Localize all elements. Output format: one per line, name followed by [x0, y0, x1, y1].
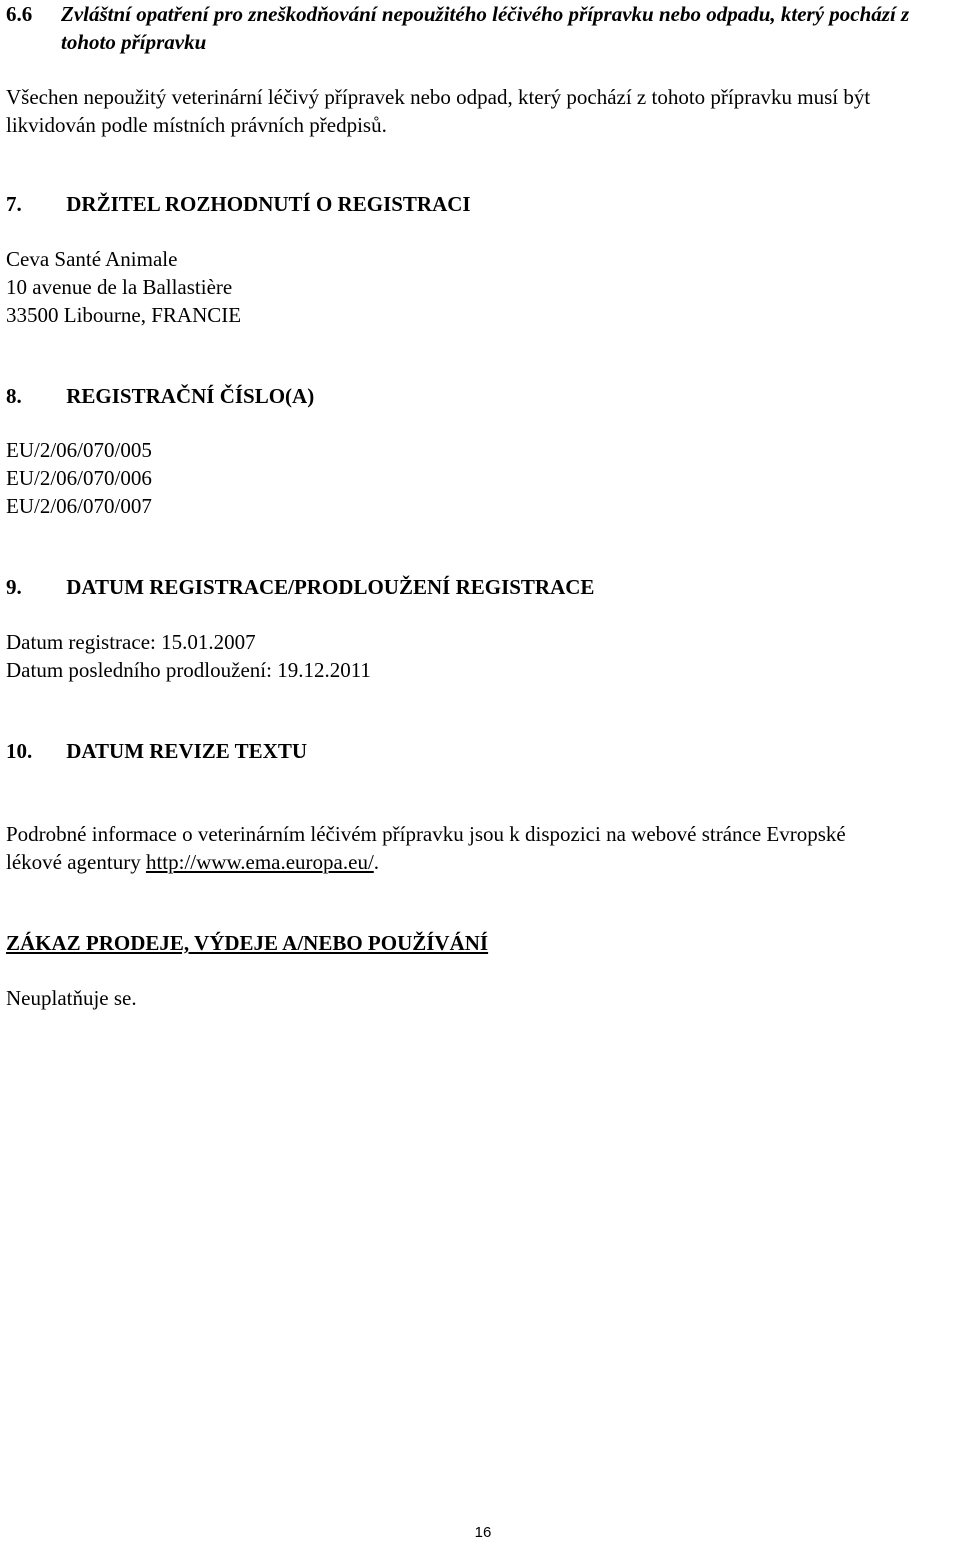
section-number: 6.6 [6, 2, 33, 26]
section-10-heading [6, 737, 956, 765]
section-title: REGISTRAČNÍ ČÍSLO(A) [66, 384, 315, 408]
registration-number: EU/2/06/070/005 [6, 438, 152, 462]
paragraph-text: . [373, 850, 380, 874]
section-title: DATUM REGISTRACE/PRODLOUŽENÍ REGISTRACE [66, 575, 595, 599]
page-number: 16 [474, 1524, 492, 1541]
ema-website-link[interactable]: http://www.ema.europa.eu/ [145, 850, 374, 874]
holder-address [6, 245, 956, 329]
paragraph-line: Všechen nepoužitý veterinární léčivý přípravek nebo odpad, který pochází z tohoto přípravku musí být [6, 85, 871, 109]
paragraph-line: Podrobné informace o veterinárním léčivém přípravku jsou k dispozici na webové stránce Evropské [6, 822, 846, 846]
renewal-date: Datum posledního prodloužení: 19.12.2011 [6, 658, 371, 682]
section-6-6-text [6, 83, 956, 139]
section-9-heading [6, 573, 956, 601]
prohibition-text: Neuplatňuje se. [6, 986, 137, 1010]
section-title: Zvláštní opatření pro zneškodňování nepoužitého léčivého přípravku nebo odpadu, který pochází z tohoto přípravku [61, 2, 910, 54]
registration-number: EU/2/06/070/006 [6, 466, 152, 490]
paragraph-line [6, 848, 956, 876]
address-line: 33500 Libourne, FRANCIE [6, 303, 242, 327]
section-number: 7. [6, 192, 22, 216]
registration-number: EU/2/06/070/007 [6, 494, 152, 518]
section-number: 10. [6, 739, 33, 763]
registration-date: Datum registrace: 15.01.2007 [6, 630, 256, 654]
section-6-6-heading [6, 0, 956, 56]
address-line: 10 avenue de la Ballastière [6, 275, 233, 299]
section-8-heading [6, 382, 956, 410]
section-title: DATUM REVIZE TEXTU [66, 739, 308, 763]
section-title: DRŽITEL ROZHODNUTÍ O REGISTRACI [66, 192, 471, 216]
section-7-heading [6, 190, 956, 218]
prohibition-heading: ZÁKAZ PRODEJE, VÝDEJE A/NEBO POUŽÍVÁNÍ [6, 931, 489, 955]
section-number: 9. [6, 575, 22, 599]
paragraph-text: lékové agentury [6, 850, 146, 874]
section-10-text [6, 820, 956, 876]
registration-dates [6, 628, 956, 684]
address-line: Ceva Santé Animale [6, 247, 178, 271]
paragraph-line: likvidován podle místních právních předpisů. [6, 113, 387, 137]
registration-numbers [6, 436, 956, 520]
section-number: 8. [6, 384, 22, 408]
